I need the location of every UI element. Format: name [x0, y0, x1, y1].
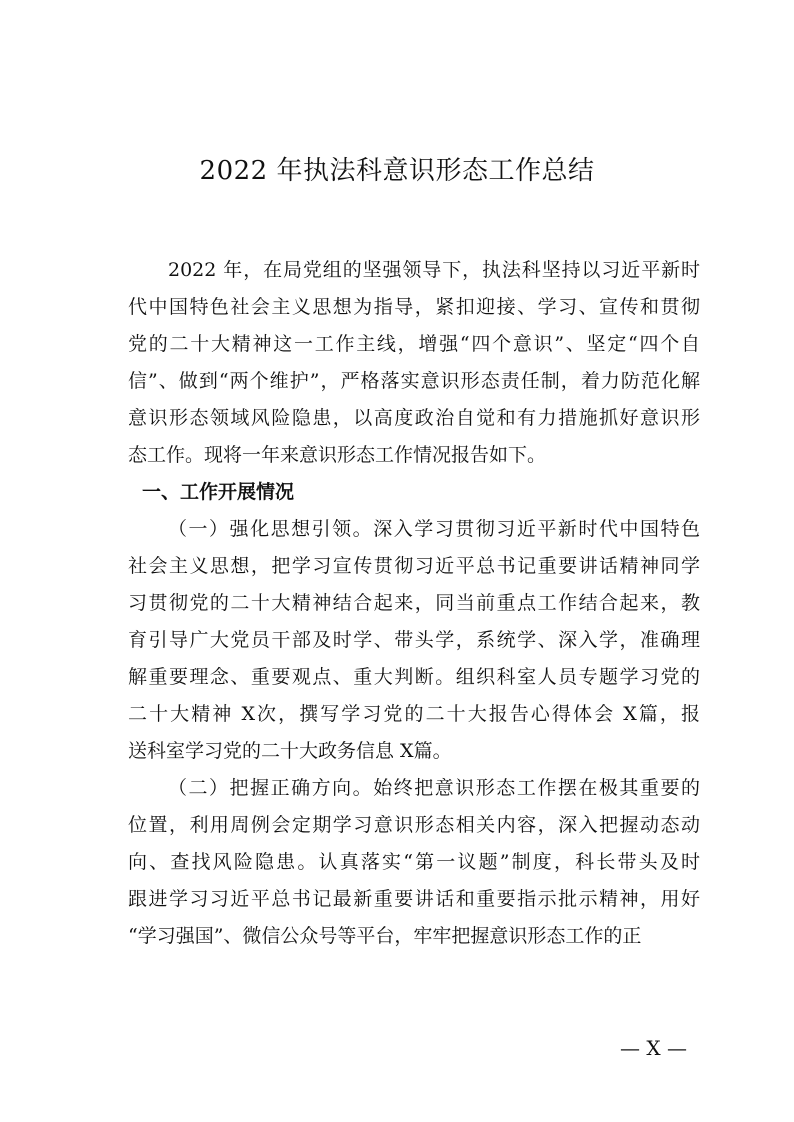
text-line: 党的二十大精神这一工作主线，增强“四个意识”、坚定“四个自 — [128, 333, 700, 355]
document-body — [128, 252, 700, 955]
text-line: 信”、做到“两个维护”，严格落实意识形态责任制，着力防范化解 — [128, 370, 700, 392]
section-heading: 一、工作开展情况 — [142, 481, 295, 503]
text-line: 跟进学习习近平总书记最新重要讲话和重要指示批示精神，用好 — [128, 888, 700, 910]
text-line: 育引导广大党员干部及时学、带头学，系统学、深入学，准确理 — [128, 629, 700, 651]
text-line: 意识形态领域风险隐患，以高度政治自觉和有力措施抓好意识形 — [128, 407, 700, 429]
text-line: 代中国特色社会主义思想为指导，紧扣迎接、学习、宣传和贯彻 — [128, 296, 700, 318]
page-number: — X — — [620, 1036, 687, 1060]
text-line: 向、查找风险隐患。认真落实“第一议题”制度，科长带头及时 — [128, 851, 700, 873]
text-line: （二）把握正确方向。始终把意识形态工作摆在极其重要的 — [168, 777, 700, 799]
text-line: 社会主义思想，把学习宣传贯彻习近平总书记重要讲话精神同学 — [128, 555, 700, 577]
subsection-2 — [128, 770, 700, 955]
document-title: 2022 年执法科意识形态工作总结 — [199, 156, 595, 186]
text-line: 态工作。现将一年来意识形态工作情况报告如下。 — [128, 444, 547, 466]
text-line: （一）强化思想引领。深入学习贯彻习近平新时代中国特色 — [168, 518, 700, 540]
text-line: 解重要理念、重要观点、重大判断。组织科室人员专题学习党的 — [128, 666, 700, 688]
text-line: 2022 年，在局党组的坚强领导下，执法科坚持以习近平新时 — [168, 259, 700, 281]
text-line: 习贯彻党的二十大精神结合起来，同当前重点工作结合起来，教 — [128, 592, 700, 614]
subsection-1 — [128, 511, 700, 770]
text-line: 二十大精神 X次，撰写学习党的二十大报告心得体会 X篇，报 — [128, 703, 700, 725]
intro-paragraph — [128, 252, 700, 474]
text-line: 位置，利用周例会定期学习意识形态相关内容，深入把握动态动 — [128, 814, 700, 836]
text-line: “学习强国”、微信公众号等平台，牢牢把握意识形态工作的正 — [128, 925, 642, 947]
text-line: 送科室学习党的二十大政务信息 X篇。 — [128, 740, 452, 762]
